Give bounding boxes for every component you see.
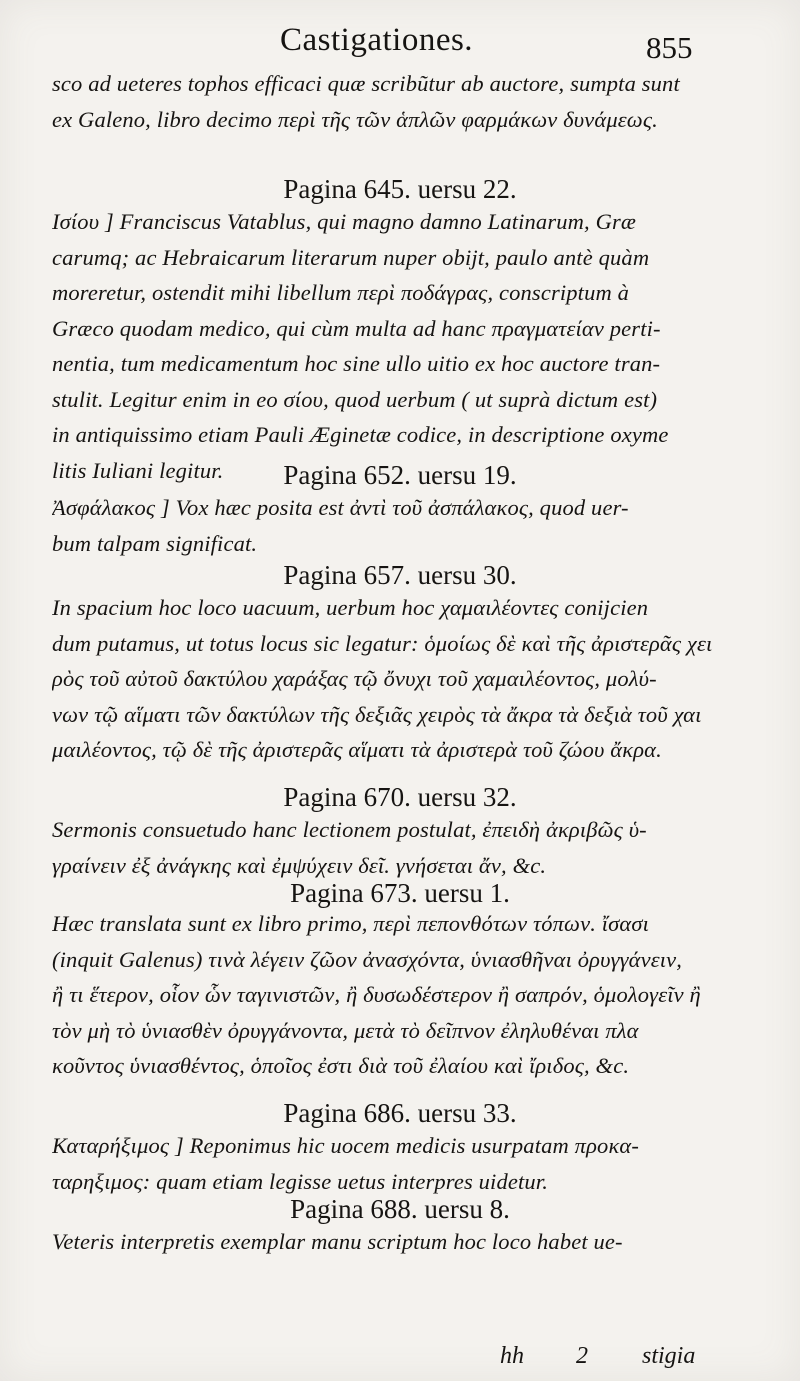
text-line: ρὸς τοῦ αὐτοῦ δακτύλου χαράξας τῷ ὄνυχι τοῦ χαμαιλέοντος, μολύ- [52,666,657,691]
text-line: In spacium hoc loco uacuum, uerbum hoc χαμαιλέοντες conijcien [52,595,649,620]
running-title: Castigationes. [280,22,474,58]
section-heading: Pagina 686. uersu 33. [283,1098,517,1128]
section-heading: Pagina 673. uersu 1. [290,878,510,908]
text-line: Hæc translata sunt ex libro primo, περὶ πεπονθότων τόπων. ἴσασι [52,911,650,936]
text-line: γραίνειν ἐξ ἀνάγκης καὶ ἐμψύχειν δεῖ. γνήσεται ἄν, &c. [52,852,547,878]
text-line: in antiquissimo etiam Pauli Æginetæ codice, in descriptione oxyme [52,422,669,447]
text-line: litis Iuliani legitur. [52,457,224,483]
section-heading: Pagina 645. uersu 22. [283,174,517,204]
text-line: (inquit Galenus) τινὰ λέγειν ζῶον ἀνασχόντα, ὑνιασθῆναι ὀρυγγάνειν, [52,946,683,972]
text-line: ἢ τι ἕτερον, οἷον ὧν ταγινιστῶν, ἢ δυσωδέστερον ἢ σαπρόν, ὁμολογεῖν ἢ [52,982,701,1007]
text-line: carumq; ac Hebraicarum literarum nuper obijt, paulo antè quàm [52,244,650,270]
text-line: stulit. Legitur enim in eo σίου, quod uerbum ( ut suprà dictum est) [52,386,658,412]
text-line: ex Galeno, libro decimo περὶ τῆς τῶν ἁπλῶν φαρμάκων δυνάμεως. [52,106,658,132]
catchword: stigia [642,1343,696,1369]
section-body [52,1128,712,1199]
text-line: τὸν μὴ τὸ ὑνιασθὲν ὀρυγγάνοντα, μετὰ τὸ δεῖπνον ἐληλυθέναι πλα [52,1017,639,1043]
text-line: ταρηξιμος: quam etiam legisse uetus interpres uidetur. [52,1168,548,1194]
section-body [52,812,712,883]
section-heading: Pagina 670. uersu 32. [283,782,517,812]
text-line: moreretur, ostendit mihi libellum περὶ ποδάγρας, conscriptum à [52,280,630,305]
intro-paragraph [52,66,712,137]
text-line: Ισίου ] Franciscus Vatablus, qui magno damno Latinarum, Græ [52,209,637,234]
text-line: κοῦντος ὑνιασθέντος, ὁποῖος ἐστι διὰ τοῦ ἐλαίου καὶ ἴριδος, &c. [52,1053,630,1078]
section-body [52,590,712,768]
text-line: Græco quodam medico, qui cùm multa ad hanc πραγματείαν perti- [52,315,661,341]
text-line: Veteris interpretis exemplar manu scriptum hoc loco habet ue- [52,1229,623,1254]
text-line: nentia, tum medicamentum hoc sine ullo uitio ex hoc auctore tran- [52,351,661,376]
section-heading: Pagina 657. uersu 30. [283,560,517,590]
section-heading: Pagina 688. uersu 8. [290,1194,510,1224]
section-body [52,490,712,561]
text-line: dum putamus, ut totus locus sic legatur: ὁμοίως δὲ καὶ τῆς ἀριστερᾶς χει [52,630,712,656]
text-line: μαιλέοντος, τῷ δὲ τῆς ἀριστερᾶς αἵματι τὰ ἀριστερὰ τοῦ ζώου ἄκρα. [52,737,662,762]
section-body [52,204,712,488]
section-heading: Pagina 652. uersu 19. [283,460,517,490]
section-body [52,906,712,1084]
text-line: Καταρήξιμος ] Reponimus hic uocem medicis usurpatam προκα- [52,1133,639,1158]
page-number: 855 [646,30,693,65]
text-line: Sermonis consuetudo hanc lectionem postulat, ἐπειδὴ ἀκριβῶς ὑ- [52,817,647,842]
text-line: Ἀσφάλακος ] Vox hæc posita est ἀντὶ τοῦ ἀσπάλακος, quod uer- [52,495,629,520]
signature-number: 2 [576,1343,588,1369]
text-line: bum talpam significat. [52,530,258,556]
text-line: sco ad ueteres tophos efficaci quæ scribũtur ab auctore, sumpta sunt [52,71,680,96]
section-body [52,1224,712,1260]
text-line: νων τῷ αἵματι τῶν δακτύλων τῆς δεξιᾶς χειρὸς τὰ ἄκρα τὰ δεξιὰ τοῦ χαι [52,701,702,727]
signature-mark: hh [500,1343,524,1369]
